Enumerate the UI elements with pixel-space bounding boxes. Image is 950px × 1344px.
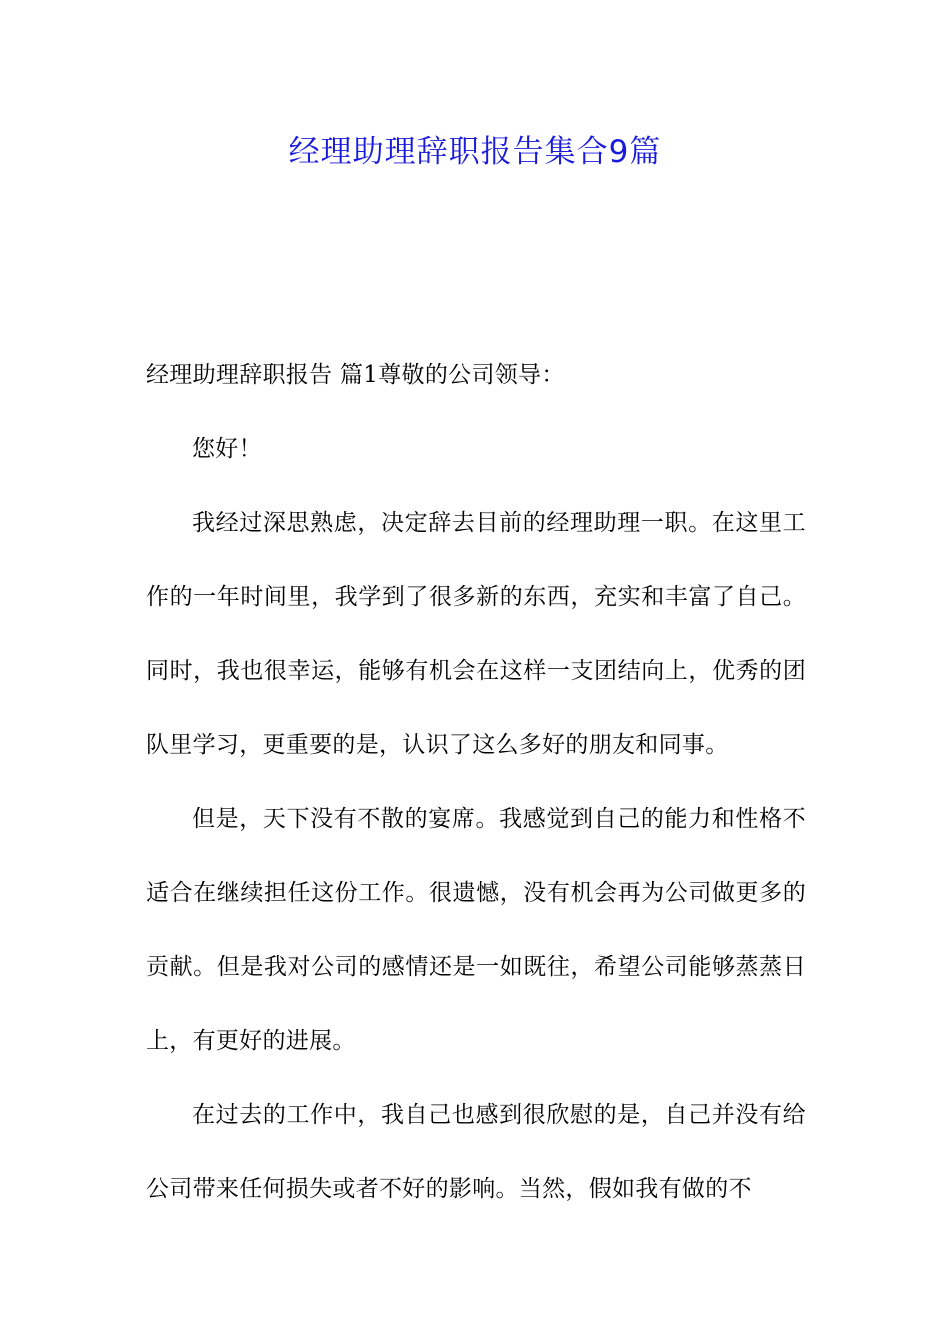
document-body (146, 338, 806, 1226)
document-title: 经理助理辞职报告集合9篇 (288, 134, 662, 170)
paragraph-decision: 我经过深思熟虑，决定辞去目前的经理助理一职。在这里工作的一年时间里，我学到了很多新的东西，充实和丰富了自己。同时，我也很幸运，能够有机会在这样一支团结向上，优秀的团队里学习，更重要的是，认识了这么多好的朋友和同事。 (146, 510, 806, 758)
paragraph-greeting: 您好！ (192, 436, 262, 462)
paragraph-reason: 但是，天下没有不散的宴席。我感觉到自己的能力和性格不适合在继续担任这份工作。很遗憾，没有机会再为公司做更多的贡献。但是我对公司的感情还是一如既往，希望公司能够蒸蒸日上，有更好的进展。 (146, 806, 806, 1054)
paragraph-salutation: 经理助理辞职报告 篇1尊敬的公司领导： (146, 362, 565, 388)
paragraph-reflection: 在过去的工作中，我自己也感到很欣慰的是，自己并没有给公司带来任何损失或者不好的影响。当然，假如我有做的不 (146, 1102, 806, 1202)
